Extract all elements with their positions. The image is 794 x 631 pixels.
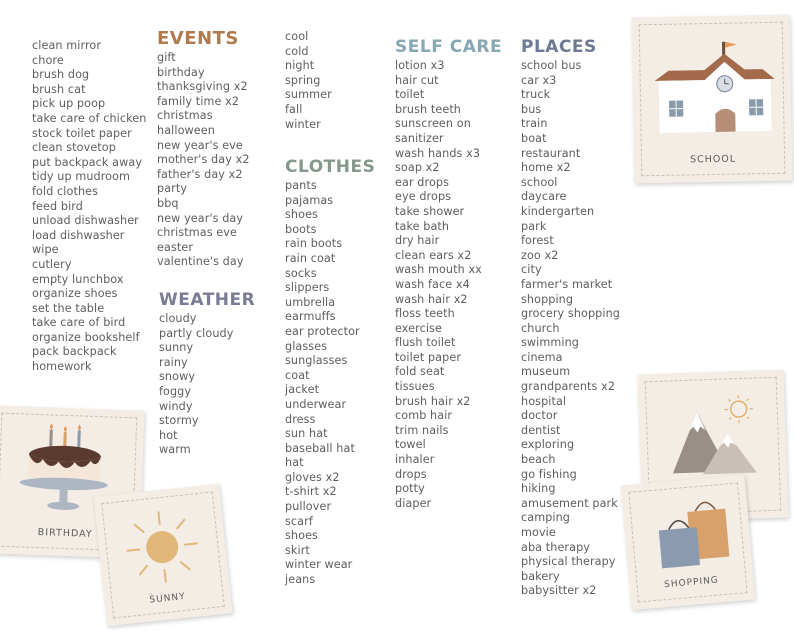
list-item: organize shoes xyxy=(32,287,118,301)
list-item: christmas eve xyxy=(157,226,237,240)
list-item: brush hair x2 xyxy=(395,394,471,408)
list-item: clean mirror xyxy=(32,39,102,52)
list-item: valentine's day xyxy=(157,255,244,269)
list-item: shoes xyxy=(285,529,318,543)
list-item: underwear xyxy=(285,397,347,411)
list-item: cinema xyxy=(521,350,563,364)
weather-continued-column xyxy=(285,30,332,132)
clothes-heading: CLOTHES xyxy=(285,157,376,177)
list-item: school bus xyxy=(521,59,582,72)
list-item: mother's day x2 xyxy=(157,153,250,167)
list-item: put backpack away xyxy=(32,155,143,169)
list-item: winter xyxy=(285,117,321,131)
list-item: warm xyxy=(159,443,191,457)
list-item: potty xyxy=(395,482,425,496)
list-item: t-shirt x2 xyxy=(285,485,337,499)
list-item: sunscreen on xyxy=(395,117,471,131)
list-item: forest xyxy=(521,234,554,248)
list-item: pack backpack xyxy=(32,345,117,359)
list-item: clean ears x2 xyxy=(395,248,472,262)
list-item: soap x2 xyxy=(395,161,440,175)
list-item: camping xyxy=(521,511,571,525)
list-item: spring xyxy=(285,73,321,87)
list-item: baseball hat xyxy=(285,441,355,455)
list-item: church xyxy=(521,321,560,335)
list-item: babysitter x2 xyxy=(521,584,597,598)
list-item: cool xyxy=(285,30,309,43)
list-item: shoes xyxy=(285,208,318,222)
list-item: cold xyxy=(285,44,309,58)
list-item: night xyxy=(285,59,315,73)
list-item: kindergarten xyxy=(521,204,595,218)
list-item: jeans xyxy=(285,573,316,587)
list-item: party xyxy=(157,182,188,196)
list-item: snowy xyxy=(159,370,196,384)
list-item: hospital xyxy=(521,394,567,408)
list-item: clean stovetop xyxy=(32,141,116,155)
list-item: jacket xyxy=(285,383,320,397)
places-heading: PLACES xyxy=(521,37,597,57)
list-item: bbq xyxy=(157,196,179,210)
list-item: grocery shopping xyxy=(521,307,620,321)
list-item: grandparents x2 xyxy=(521,380,616,394)
weather-section xyxy=(159,290,255,458)
sunny-card xyxy=(94,484,233,626)
list-item: new year's eve xyxy=(157,138,243,152)
list-item: stock toilet paper xyxy=(32,126,132,140)
list-item: halloween xyxy=(157,123,215,137)
list-item: new year's day xyxy=(157,211,244,225)
list-item: train xyxy=(521,117,548,131)
list-item: stormy xyxy=(159,414,199,428)
self-care-column xyxy=(395,37,502,511)
list-item: museum xyxy=(521,365,571,379)
list-item: pick up poop xyxy=(32,97,106,111)
list-item: home x2 xyxy=(521,161,571,175)
list-item: flush toilet xyxy=(395,336,456,350)
list-item: doctor xyxy=(521,409,558,423)
list-item: load dishwasher xyxy=(32,228,125,242)
list-item: lotion x3 xyxy=(395,59,445,72)
weather-heading: WEATHER xyxy=(159,290,256,310)
list-item: rain coat xyxy=(285,251,336,265)
list-item: school xyxy=(521,175,558,189)
list-item: amusement park xyxy=(521,496,618,510)
list-item: physical therapy xyxy=(521,555,616,569)
weather-continued-list xyxy=(285,30,332,132)
list-item: tissues xyxy=(395,380,435,394)
list-item: hair cut xyxy=(395,73,439,87)
list-item: restaurant xyxy=(521,146,581,160)
list-item: thanksgiving x2 xyxy=(157,80,248,94)
list-item: birthday xyxy=(157,65,205,79)
list-item: tidy up mudroom xyxy=(32,170,131,184)
list-item: beach xyxy=(521,453,556,467)
places-column xyxy=(521,37,620,599)
list-item: father's day x2 xyxy=(157,167,243,181)
list-item: pajamas xyxy=(285,193,334,207)
list-item: glasses xyxy=(285,339,328,353)
self-care-heading: SELF CARE xyxy=(395,37,503,57)
list-item: summer xyxy=(285,88,332,102)
list-item: car x3 xyxy=(521,73,557,87)
list-item: brush dog xyxy=(32,68,90,82)
events-list xyxy=(157,51,250,270)
list-item: go fishing xyxy=(521,467,577,481)
clothes-list xyxy=(285,179,375,588)
list-item: boots xyxy=(285,222,317,236)
list-item: windy xyxy=(159,399,193,413)
list-item: partly cloudy xyxy=(159,326,234,340)
list-item: rainy xyxy=(159,355,188,369)
list-item: foggy xyxy=(159,384,192,398)
list-item: city xyxy=(521,263,542,277)
list-item: exploring xyxy=(521,438,575,452)
list-item: wash face x4 xyxy=(395,277,470,291)
list-item: floss teeth xyxy=(395,307,455,321)
list-item: dentist xyxy=(521,423,561,437)
list-item: eye drops xyxy=(395,190,452,204)
shopping-card-label: SHOPPING xyxy=(663,575,720,591)
list-item: take care of chicken xyxy=(32,111,147,125)
events-column xyxy=(157,29,250,270)
list-item: movie xyxy=(521,526,556,539)
events-heading: EVENTS xyxy=(157,28,239,49)
list-item: socks xyxy=(285,266,317,280)
list-item: boat xyxy=(521,131,547,145)
list-item: fold seat xyxy=(395,365,445,379)
list-item: bakery xyxy=(521,569,560,583)
chores-column xyxy=(32,39,146,375)
list-item: sun hat xyxy=(285,427,328,441)
list-item: organize bookshelf xyxy=(32,330,140,344)
list-item: ear drops xyxy=(395,175,450,189)
list-item: diaper xyxy=(395,496,432,510)
list-item: wash mouth xx xyxy=(395,263,482,277)
list-item: comb hair xyxy=(395,409,453,423)
list-item: hiking xyxy=(521,482,556,496)
self-care-list xyxy=(395,59,502,511)
list-item: sunglasses xyxy=(285,354,348,368)
school-building-icon xyxy=(646,33,778,135)
list-item: bus xyxy=(521,102,542,116)
list-item: trim nails xyxy=(395,423,449,437)
chores-list xyxy=(32,39,146,375)
list-item: pants xyxy=(285,179,317,192)
list-item: scarf xyxy=(285,514,313,528)
list-item: toilet xyxy=(395,88,425,102)
list-item: aba therapy xyxy=(521,540,591,554)
school-card-label: SCHOOL xyxy=(689,153,737,166)
list-item: unload dishwasher xyxy=(32,214,139,228)
list-item: skirt xyxy=(285,543,310,557)
list-item: dry hair xyxy=(395,234,440,248)
list-item: swimming xyxy=(521,336,579,350)
list-item: hat xyxy=(285,456,304,470)
list-item: gift xyxy=(157,51,176,64)
list-item: daycare xyxy=(521,190,567,204)
list-item: homework xyxy=(32,360,92,374)
list-item: drops xyxy=(395,467,427,481)
list-item: hot xyxy=(159,428,178,442)
list-item: brush teeth xyxy=(395,102,461,116)
list-item: towel xyxy=(395,438,426,452)
list-item: empty lunchbox xyxy=(32,272,124,286)
list-item: wash hands x3 xyxy=(395,146,481,160)
list-item: take shower xyxy=(395,204,465,218)
list-item: set the table xyxy=(32,301,105,315)
list-item: inhaler xyxy=(395,453,435,467)
shopping-card xyxy=(621,475,755,610)
list-item: gloves x2 xyxy=(285,470,340,484)
list-item: park xyxy=(521,219,547,233)
list-item: fall xyxy=(285,102,303,116)
list-item: pullover xyxy=(285,500,332,514)
list-item: cloudy xyxy=(159,312,197,325)
list-item: christmas xyxy=(157,109,213,123)
shopping-bags-icon xyxy=(644,486,741,574)
list-item: umbrella xyxy=(285,295,336,309)
list-item: family time x2 xyxy=(157,94,240,108)
list-item: sanitizer xyxy=(395,131,444,145)
list-item: chore xyxy=(32,53,64,67)
list-item: wash hair x2 xyxy=(395,292,468,306)
places-list xyxy=(521,59,620,599)
clothes-section xyxy=(285,157,375,588)
mountains-icon xyxy=(656,388,769,482)
list-item: feed bird xyxy=(32,199,83,213)
list-item: wipe xyxy=(32,243,59,257)
sun-icon xyxy=(113,498,212,597)
list-item: shopping xyxy=(521,292,574,306)
list-item: zoo x2 xyxy=(521,248,559,262)
weather-list xyxy=(159,312,255,458)
list-item: brush cat xyxy=(32,82,86,96)
list-item: truck xyxy=(521,88,551,102)
list-item: coat xyxy=(285,368,310,382)
list-item: dress xyxy=(285,412,316,426)
list-item: toilet paper xyxy=(395,350,462,364)
birthday-card-label: BIRTHDAY xyxy=(37,527,93,540)
list-item: take bath xyxy=(395,219,450,233)
list-item: cutlery xyxy=(32,257,72,271)
school-card xyxy=(632,15,793,184)
list-item: ear protector xyxy=(285,324,360,338)
list-item: farmer's market xyxy=(521,277,613,291)
list-item: exercise xyxy=(395,321,442,335)
sunny-card-label: SUNNY xyxy=(149,591,187,606)
list-item: fold clothes xyxy=(32,184,99,198)
list-item: take care of bird xyxy=(32,316,126,330)
list-item: sunny xyxy=(159,341,194,355)
list-item: easter xyxy=(157,240,194,254)
list-item: rain boots xyxy=(285,237,343,251)
list-item: winter wear xyxy=(285,558,353,572)
list-item: earmuffs xyxy=(285,310,336,324)
list-item: slippers xyxy=(285,281,330,295)
